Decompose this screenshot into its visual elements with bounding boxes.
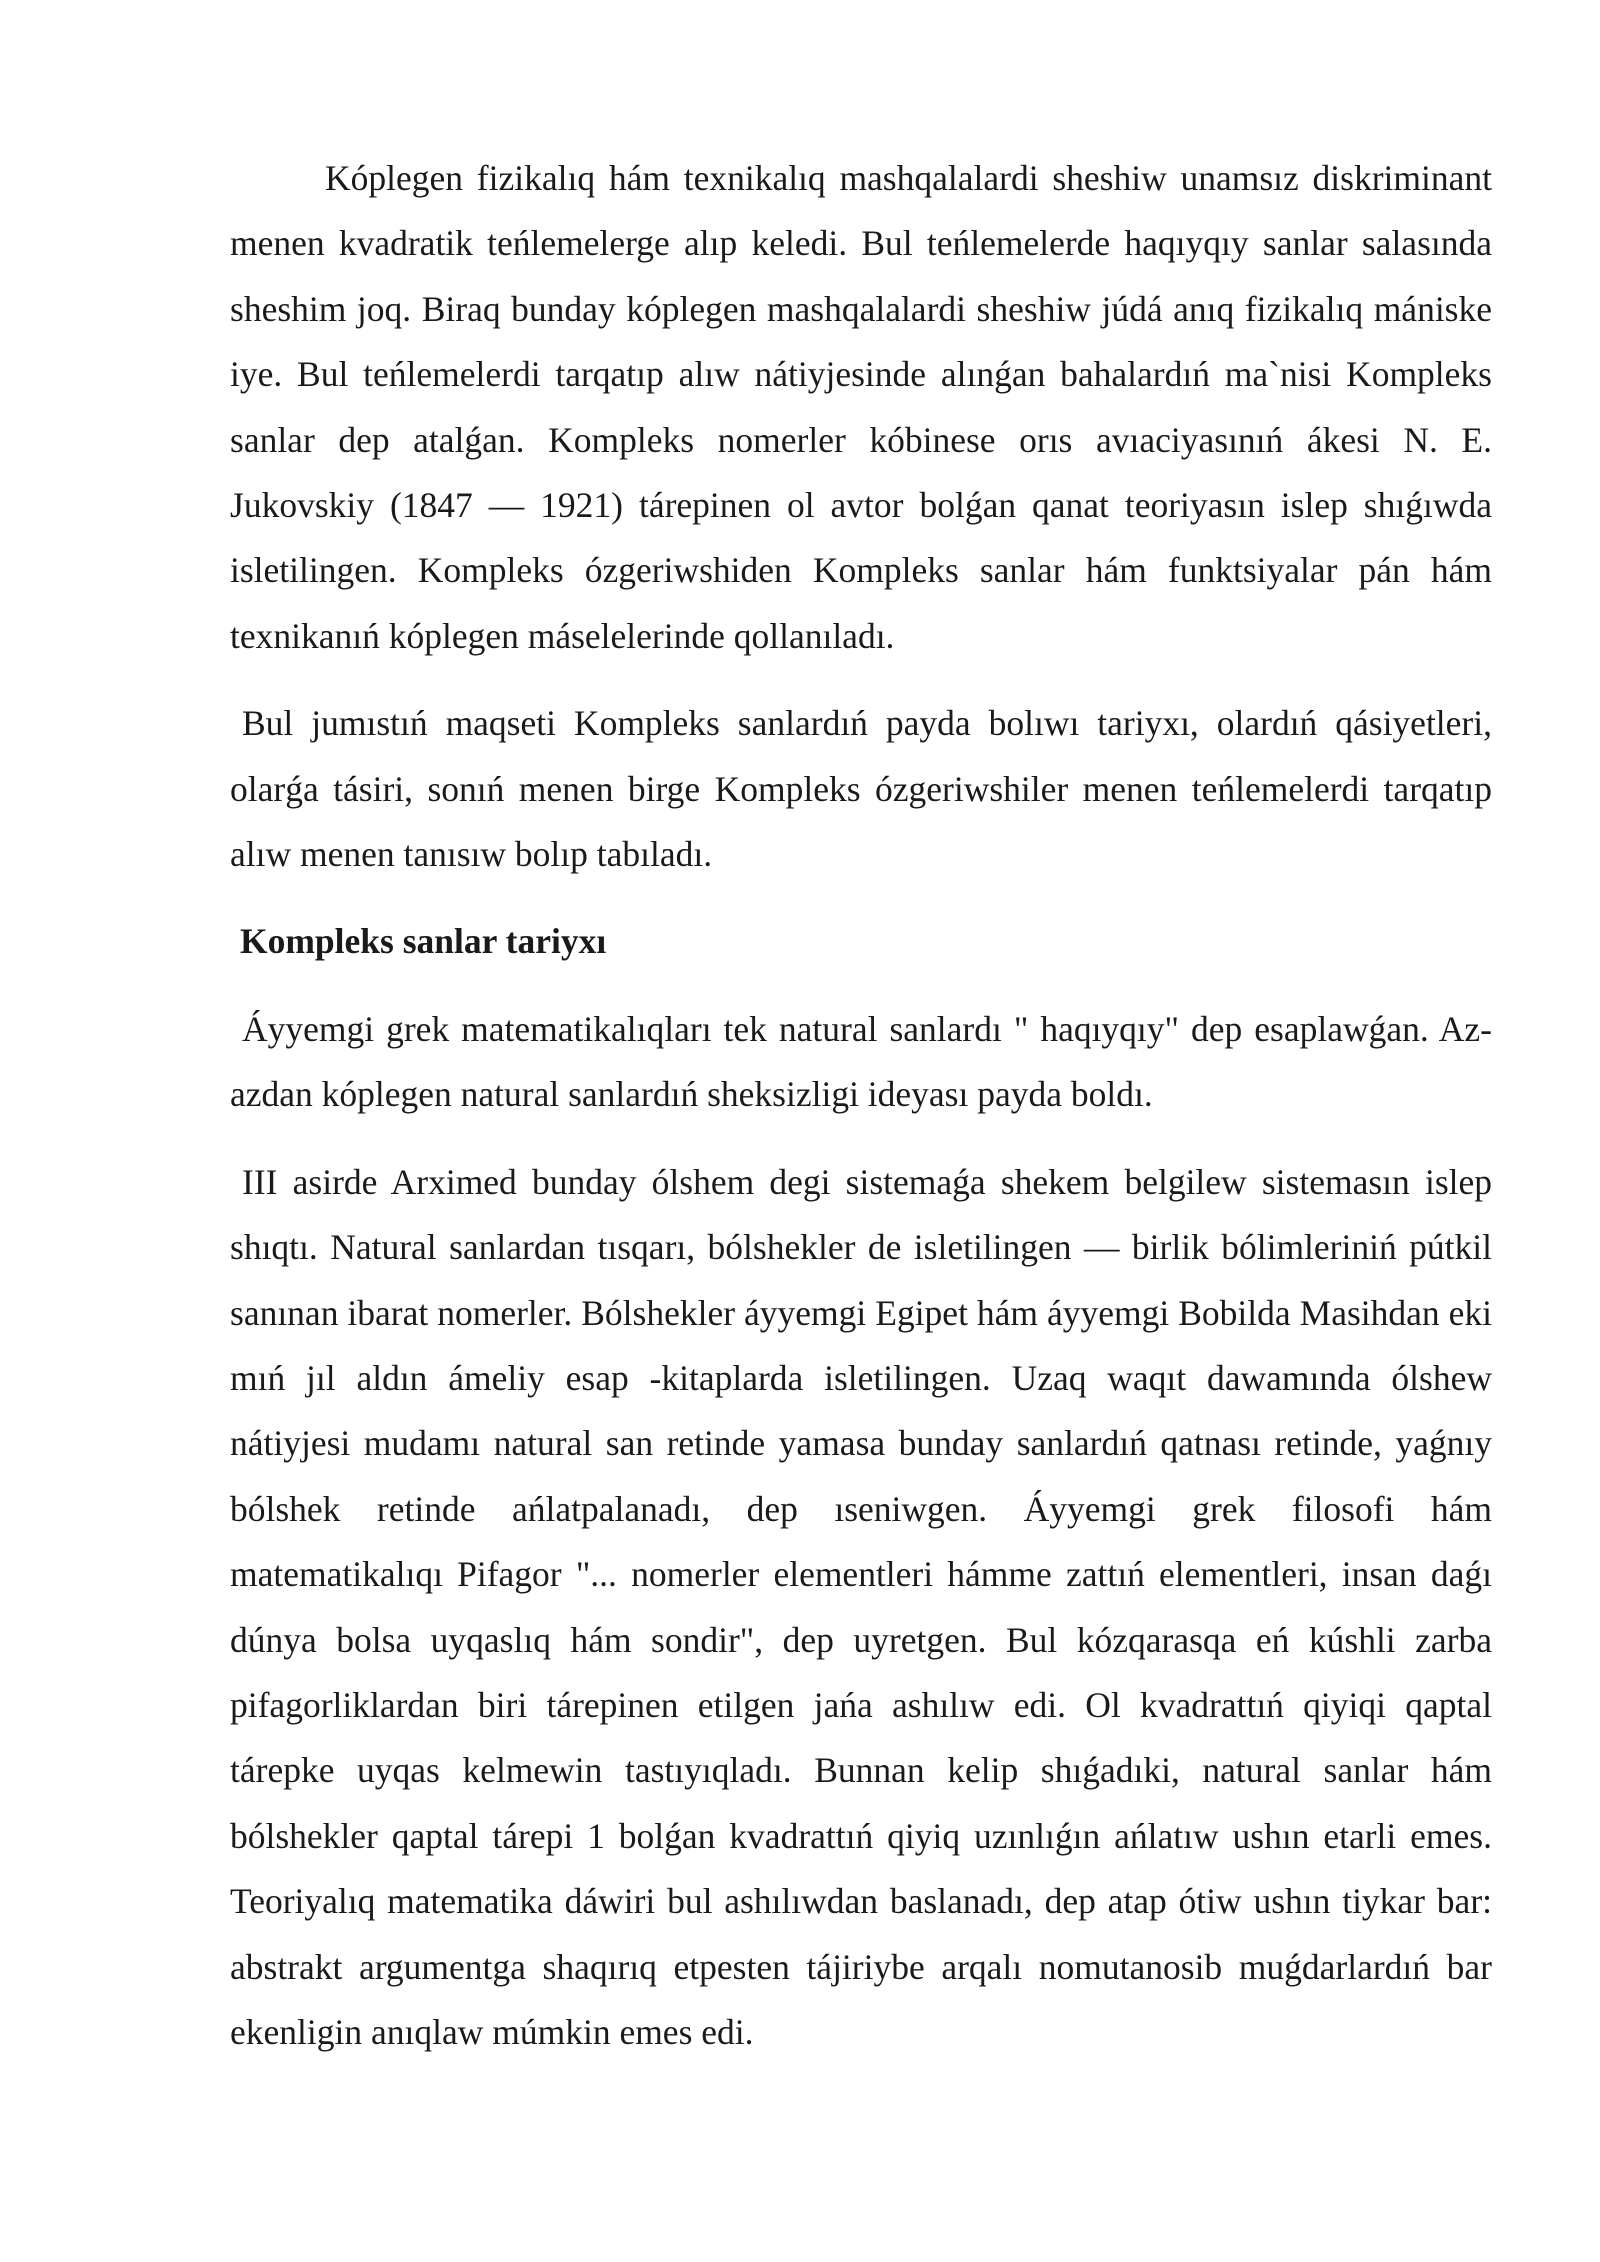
- history-paragraph-1: Áyyemgi grek matematikalıqları tek natural sanlardı " haqıyqıy" dep esaplawǵan. Az-azdan kóplegen natural sanlardıń sheksizligi ideyası payda boldı.: [230, 1008, 1492, 1115]
- section-heading: Kompleks sanlar tariyxı: [240, 921, 607, 962]
- goal-paragraph: Bul jumıstıń maqseti Kompleks sanlardıń payda bolıwı tariyxı, olardıń qásiyetleri, olarǵa tásiri, sonıń menen birge Kompleks ózgeriwshiler menen teńlemelerdi tarqatıp alıw menen tanısıw bolıp tabıladı.: [230, 703, 1492, 875]
- history-paragraph-2: III asirde Arximed bunday ólshem degi sistemaǵa shekem belgilew sistemasın islep shıqtı. Natural sanlardan tısqarı, bólshekler de isletilingen — birlik bólimleriniń pútkil sanınan ibarat nomerler. Bólshekler áyyemgi Egipet hám áyyemgi Bobilda Masihdan eki mıń jıl aldın ámeliy esap -kitaplarda isletilingen. Uzaq waqıt dawamında ólshew nátiyjesi mudamı natural san retinde yamasa bunday sanlardıń qatnası retinde, yaǵnıy bólshek retinde ańlatpalanadı, dep ıseniwgen. Áyyemgi grek filosofi hám matematikalıqı Pifagor "... nomerler elementleri hámme zattıń elementleri, insan daǵı dúnya bolsa uyqaslıq hám sondir", dep uyretgen. Bul kózqarasqa eń kúshli zarba pifagorliklardan biri tárepinen etilgen jańa ashılıw edi. Ol kvadrattıń qiyiqi qaptal tárepke uyqas kelmewin tastıyıqladı. Bunnan kelip shıǵadıki, natural sanlar hám bólshekler qaptal tárepi 1 bolǵan kvadrattıń qiyiq uzınlıǵın ańlatıw ushın etarli emes. Teoriyalıq matematika dáwiri bul ashılıwdan baslanadı, dep atap ótiw ushın tiykar bar: abstrakt argumentga shaqırıq etpesten tájiriybe arqalı nomutanosib muǵdarlardıń bar ekenligin anıqlaw múmkin emes edi.: [230, 1161, 1492, 2052]
- document-page: [230, 146, 1492, 2065]
- intro-paragraph: Kóplegen fizikalıq hám texnikalıq mashqalalardi sheshiw unamsız diskriminant menen kvadratik teńlemelerge alıp keledi. Bul teńlemelerde haqıyqıy sanlar salasında sheshim joq. Biraq bunday kóplegen mashqalalardi sheshiw júdá anıq fizikalıq mániske iye. Bul teńlemelerdi tarqatıp alıw nátiyjesinde alınǵan bahalardıń ma`nisi Kompleks sanlar dep atalǵan. Kompleks nomerler kóbinese orıs avıaciyasınıń ákesi N. E. Jukovskiy (1847 — 1921) tárepinen ol avtor bolǵan qanat teoriyasın islep shıǵıwda isletilingen. Kompleks ózgeriwshiden Kompleks sanlar hám funktsiyalar pán hám texnikanıń kóplegen máselelerinde qollanıladı.: [230, 158, 1492, 656]
